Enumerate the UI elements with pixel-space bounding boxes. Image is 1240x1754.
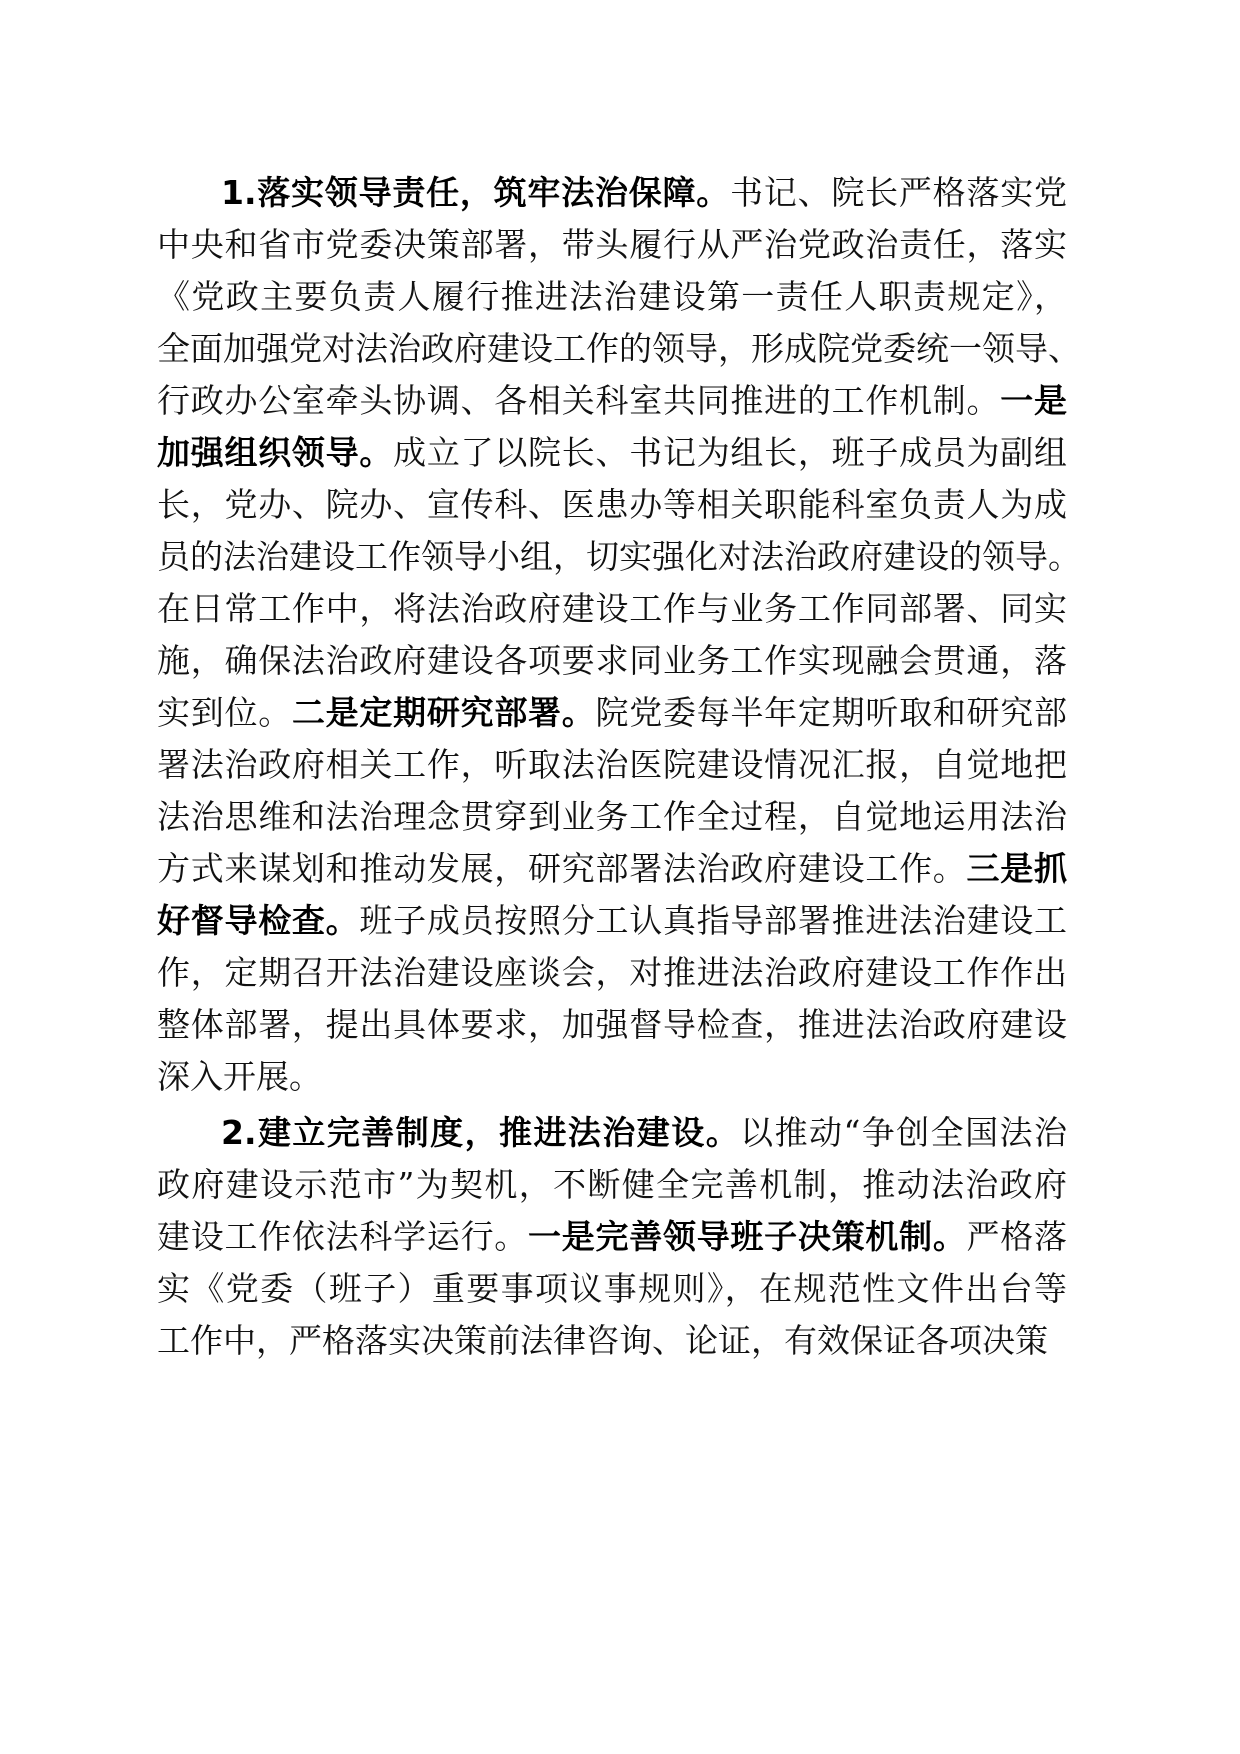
body-text: 以推动“争创全国法治 xyxy=(740,1113,1067,1152)
text-line xyxy=(157,840,1067,898)
bold-text: 好督导检查。 xyxy=(157,901,360,940)
body-text: 书记、院长严格落实党 xyxy=(730,173,1068,212)
body-text: 全面加强党对法治政府建设工作的领导，形成院党委统一领导、 xyxy=(157,329,1081,368)
bold-text: 一是 xyxy=(1000,381,1068,420)
body-text: 法治思维和法治理念贯穿到业务工作全过程，自觉地运用法治 xyxy=(157,797,1067,836)
text-line xyxy=(157,1048,1067,1106)
text-line xyxy=(221,1104,1067,1162)
body-text: 行政办公室牵头协调、各相关科室共同推进的工作机制。 xyxy=(157,381,1001,420)
body-text: 政府建设示范市”为契机，不断健全完善机制，推动法治政府 xyxy=(157,1165,1067,1204)
bold-text: 三是抓 xyxy=(966,849,1068,888)
text-line xyxy=(157,372,1067,430)
body-text: 班子成员按照分工认真指导部署推进法治建设工 xyxy=(359,901,1068,940)
text-line xyxy=(221,164,1067,222)
text-line xyxy=(157,1312,1067,1370)
body-text: 实到位。 xyxy=(157,693,292,732)
text-line xyxy=(157,1156,1067,1214)
text-line xyxy=(157,424,1067,482)
text-line xyxy=(157,996,1067,1054)
text-line xyxy=(157,684,1067,742)
body-text: 深入开展。 xyxy=(157,1057,322,1096)
text-line xyxy=(157,580,1067,638)
text-line xyxy=(157,788,1067,846)
body-text: 《党政主要负责人履行推进法治建设第一责任人职责规定》， xyxy=(157,277,1067,316)
bold-text: 2.建立完善制度，推进法治建设。 xyxy=(221,1113,741,1152)
body-text: 建设工作依法科学运行。 xyxy=(157,1217,529,1256)
bold-text: 1.落实领导责任，筑牢法治保障。 xyxy=(221,173,731,212)
body-text: 方式来谋划和推动发展，研究部署法治政府建设工作。 xyxy=(157,849,967,888)
body-text: 署法治政府相关工作，听取法治医院建设情况汇报，自觉地把 xyxy=(157,745,1067,784)
body-text: 工作中，严格落实决策前法律咨询、论证，有效保证各项决策 xyxy=(157,1321,1048,1360)
body-text: 实《党委（班子）重要事项议事规则》，在规范性文件出台等 xyxy=(157,1269,1067,1308)
text-line xyxy=(157,736,1067,794)
text-line xyxy=(157,1208,1067,1266)
text-line xyxy=(157,476,1067,534)
body-text: 施，确保法治政府建设各项要求同业务工作实现融会贯通，落 xyxy=(157,641,1067,680)
text-line xyxy=(157,320,1081,378)
body-text: 长，党办、院办、宣传科、医患办等相关职能科室负责人为成 xyxy=(157,485,1067,524)
body-text: 成立了以院长、书记为组长，班子成员为副组 xyxy=(393,433,1068,472)
bold-text: 二是定期研究部署。 xyxy=(291,693,596,732)
text-line xyxy=(157,1260,1067,1318)
text-line xyxy=(157,632,1067,690)
bold-text: 一是完善领导班子决策机制。 xyxy=(528,1217,967,1256)
body-text: 作，定期召开法治建设座谈会，对推进法治政府建设工作作出 xyxy=(157,953,1067,992)
bold-text: 加强组织领导。 xyxy=(157,433,394,472)
body-text: 整体部署，提出具体要求，加强督导检查，推进法治政府建设 xyxy=(157,1005,1067,1044)
text-line xyxy=(157,528,1081,586)
text-line xyxy=(157,216,1067,274)
text-line xyxy=(157,944,1067,1002)
body-text: 院党委每半年定期听取和研究部 xyxy=(595,693,1068,732)
body-text: 中央和省市党委决策部署，带头履行从严治党政治责任，落实 xyxy=(157,225,1067,264)
body-text: 严格落 xyxy=(966,1217,1068,1256)
body-text: 员的法治建设工作领导小组，切实强化对法治政府建设的领导。 xyxy=(157,537,1081,576)
body-text: 在日常工作中，将法治政府建设工作与业务工作同部署、同实 xyxy=(157,589,1067,628)
text-line xyxy=(157,892,1067,950)
text-line xyxy=(157,268,1067,326)
